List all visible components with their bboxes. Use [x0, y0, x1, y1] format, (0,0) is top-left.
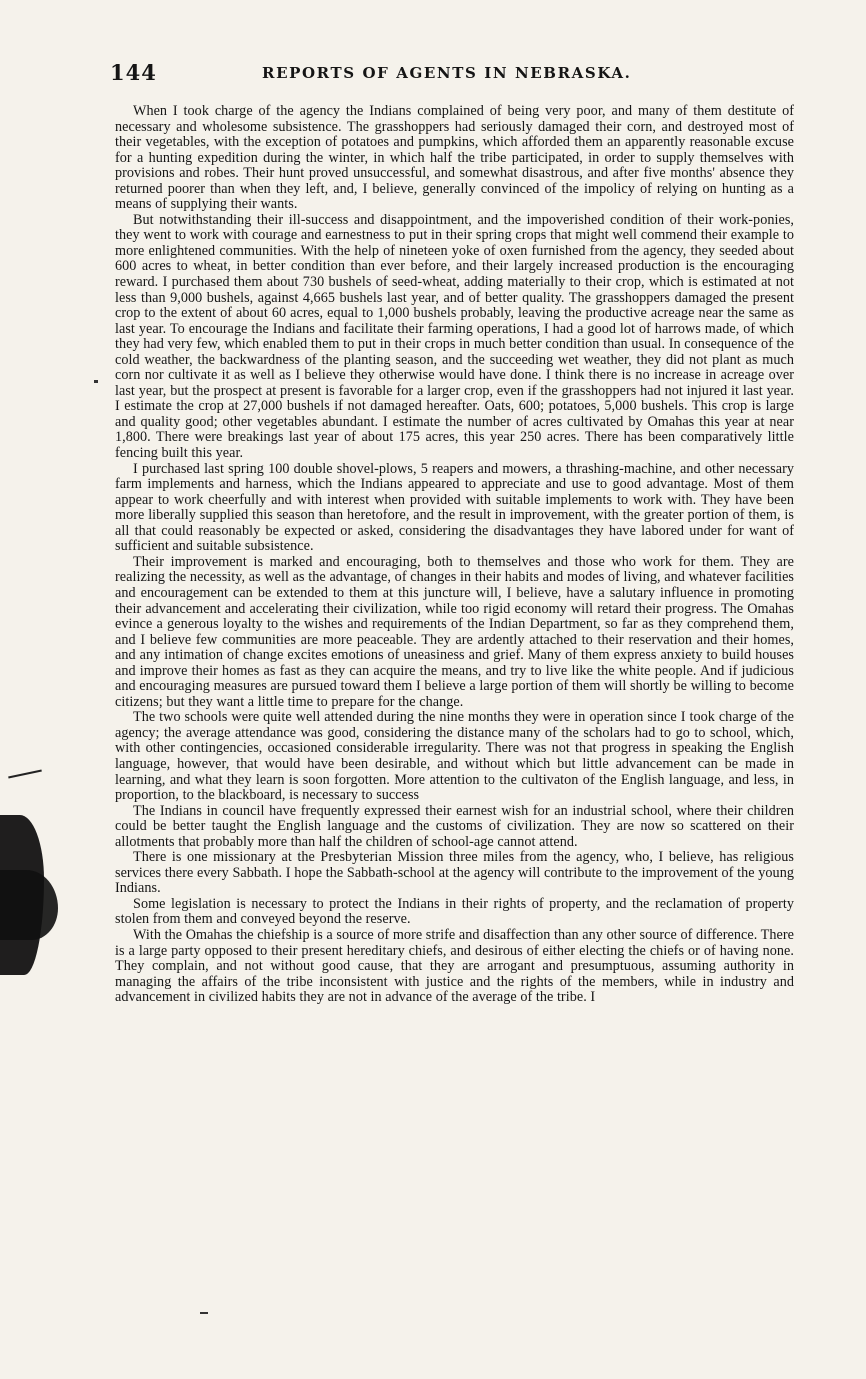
- paragraph-chiefship: With the Omahas the chiefship is a source of more strife and disaffection than any other source of difference. There is a large party opposed to their present hereditary chiefs, and desirous of either electing the chiefs or of having none. They complain, and not without good cause, that they are arrogant and presumptuous, assuming authority in managing the affairs of the tribe inconsistent with justice and the rights of the members, while in industry and advancement in civilized habits they are not in advance of the average of the tribe. I: [115, 926, 794, 1006]
- paragraph-missionary: There is one missionary at the Presbyterian Mission three miles from the agency, who, I believe, has religious services there every Sabbath. I hope the Sabbath-school at the agency will contribute to the improvement of the young Indians.: [115, 849, 794, 897]
- margin-ink-stroke: [8, 769, 42, 778]
- page-number: 144: [110, 60, 157, 85]
- ink-blot-stain-secondary: [0, 870, 58, 940]
- paragraph-industrial-school: The Indians in council have frequently expressed their earnest wish for an industrial school, where their children could be better taught the English language and the customs of civilization. They are now so scattered on their allotments that probably more than half the children of school-age cannot attend.: [115, 802, 794, 850]
- page-header: [110, 60, 800, 88]
- running-head: REPORTS OF AGENTS IN NEBRASKA.: [262, 64, 632, 82]
- paragraph-schools: The two schools were quite well attended during the nine months they were in operation since I took charge of the agency; the average attendance was good, considering the distance many of the scholars had to go to school, which, with other contingencies, occasioned considerable irregularity. There was not that progress in speaking the English language, however, that would have been desirable, and without which but little advancement can be made in learning, and what they learn is soon forgotten. More attention to the cultivaton of the English language, and less, in proportion, to the blackboard, is necessary to success: [115, 709, 794, 804]
- paragraph-implements: I purchased last spring 100 double shovel-plows, 5 reapers and mowers, a thrashing-machine, and other necessary farm implements and harness, which the Indians appeared to appreciate and use to good advantage. Most of them appear to work cheerfully and with interest when provided with suitable implements to work with. They have been more liberally supplied this season than heretofore, and the result in improvement, with the greater portion of them, is all that could reasonably be expected or asked, considering the disadvantages they have labored under for want of sufficient and suitable subsistence.: [115, 460, 794, 555]
- report-body: [115, 104, 794, 1006]
- paragraph-improvement: Their improvement is marked and encouraging, both to themselves and those who work for them. They are realizing the necessity, as well as the advantage, of changes in their habits and modes of living, and whatever facilities and encouragement can be extended to them at this juncture will, I believe, have a salutary influence in promoting their advancement and accelerating their civilization, while too rigid economy will retard their progress. The Omahas evince a generous loyalty to the wishes and requirements of the Indian Department, so far as they comprehend them, and I believe few communities are more peaceable. They are ardently attached to their reservation and their homes, and any intimation of change excites emotions of uneasiness and grief. Many of them express anxiety to build houses and improve their homes as fast as they can acquire the means, and try to live like the white people. And if judicious and encouraging measures are pursued toward them I believe a large portion of them will shortly be willing to become citizens; but they want a little time to prepare for the change.: [115, 553, 794, 710]
- bottom-speck: [200, 1312, 208, 1314]
- paragraph-agency-arrival: When I took charge of the agency the Indians complained of being very poor, and many of them destitute of necessary and wholesome subsistence. The grasshoppers had seriously damaged their corn, and destroyed most of their vegetables, with the exception of potatoes and pumpkins, which afforded them an apparently reasonable excuse for a hunting expedition during the winter, in which half the tribe participated, in order to supply themselves with provisions and robes. Their hunt proved unsuccessful, and somewhat disastrous, and after five months' absence they returned poorer than when they left, and, I believe, generally convinced of the impolicy of relying on hunting as a means of supplying their wants.: [115, 103, 794, 213]
- paragraph-legislation: Some legislation is necessary to protect the Indians in their rights of property, and the reclamation of property stolen from them and conveyed beyond the reserve.: [115, 895, 794, 928]
- paragraph-crops: But notwithstanding their ill-success and disappointment, and the impoverished condition of their work-ponies, they went to work with courage and earnestness to put in their spring crops that might well commend their example to more enlightened communities. With the help of nineteen yoke of oxen furnished from the agency, they seeded about 600 acres to wheat, in better condition than ever before, and their largely increased production is the encouraging reward. I purchased them about 730 bushels of seed-wheat, adding materially to their crop, which is estimated at not less than 9,000 bushels, against 4,665 bushels last year, and of better quality. The grasshoppers damaged the present crop to the extent of about 60 acres, equal to 1,000 bushels probably, leaving the productive acreage near the same as last year. To encourage the Indians and facilitate their farming operations, I had a good lot of harrows made, of which they had very few, which enabled them to put in their crops in much better condition than usual. In consequence of the cold weather, the backwardness of the planting season, and the succeeding wet weather, they did not plant as much corn nor cultivate it as well as I believe they otherwise would have done. I think there is no increase in acreage over last year, but the prospect at present is favorable for a larger crop, even if the grasshoppers had not injured it last year. I estimate the crop at 27,000 bushels if not damaged hereafter. Oats, 600; potatoes, 5,000 bushels. This crop is large and quality good; other vegetables abundant. I estimate the number of acres cultivated by Omahas this year at near 1,800. There were breakings last year of about 175 acres, this year 250 acres. There has been comparatively little fencing built this year.: [115, 211, 794, 462]
- margin-speck: [94, 380, 98, 383]
